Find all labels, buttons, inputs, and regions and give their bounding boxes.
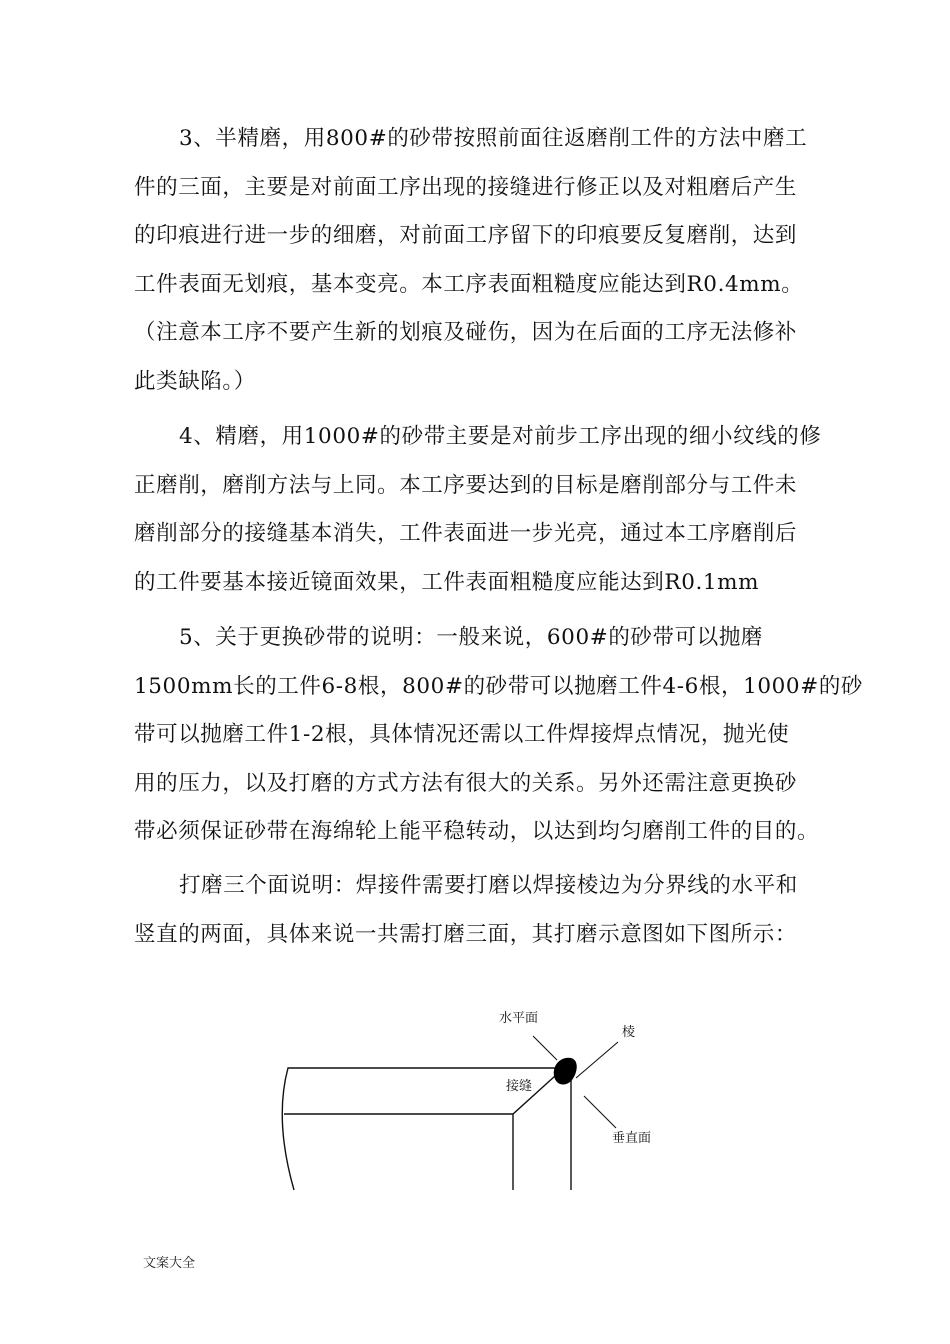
- label-vertical-face: 垂直面: [612, 1131, 652, 1146]
- text-line: 的工件要基本接近镜面效果，工件表面粗糙度应能达到R0.1mm: [134, 569, 760, 595]
- text-line: 工件表面无划痕，基本变亮。本工序表面粗糙度应能达到R0.4mm。: [134, 271, 804, 297]
- horizontal-face-leader: [533, 1036, 557, 1060]
- text-line: 打磨三个面说明：焊接件需要打磨以焊接棱边为分界线的水平和: [179, 873, 798, 898]
- paragraph-belt-replacement: [134, 614, 864, 857]
- weld-bead-shape: [554, 1058, 577, 1085]
- paragraph-three-faces: [134, 862, 824, 959]
- label-seam: 接缝: [506, 1079, 533, 1094]
- text-line: 竖直的两面，具体来说一共需打磨三面，其打磨示意图如下图所示：: [134, 921, 798, 947]
- text-line: 此类缺陷。）: [134, 368, 256, 394]
- text-line: 正磨削，磨削方法与上同。本工序要达到的目标是磨削部分与工件未: [134, 472, 798, 498]
- text-line: 的印痕进行进一步的细磨，对前面工序留下的印痕要反复磨削，达到: [134, 223, 798, 248]
- text-line: 带可以抛磨工件1-2根，具体情况还需以工件焊接焊点情况，抛光使: [134, 722, 790, 747]
- text-line: 4、精磨，用1000#的砂带主要是对前步工序出现的细小纹线的修: [179, 424, 822, 449]
- grinding-diagram: [270, 1000, 690, 1200]
- text-line: （注意本工序不要产生新的划痕及碰伤，因为在后面的工序无法修补: [134, 320, 798, 345]
- label-horizontal-face: 水平面: [499, 1011, 539, 1026]
- text-line: 5、关于更换砂带的说明：一般来说，600#的砂带可以抛磨: [179, 625, 764, 650]
- text-line: 磨削部分的接缝基本消失，工件表面进一步光亮，通过本工序磨削后: [134, 521, 798, 546]
- edge-leader: [576, 1042, 618, 1078]
- text-line: 用的压力，以及打磨的方式方法有很大的关系。另外还需注意更换砂: [134, 770, 798, 796]
- vertical-face-leader: [584, 1096, 616, 1128]
- label-edge: 棱: [622, 1025, 636, 1040]
- page-footer: 文案大全: [143, 1256, 196, 1271]
- paragraph-semi-fine-grinding: [134, 115, 824, 406]
- paragraph-fine-grinding: [134, 413, 824, 607]
- text-line: 件的三面，主要是对前面工序出现的接缝进行修正以及对粗磨后产生: [134, 174, 798, 200]
- text-line: 1500mm长的工件6-8根，800#的砂带可以抛磨工件4-6根，1000#的砂: [134, 673, 864, 699]
- text-line: 带必须保证砂带在海绵轮上能平稳转动，以达到均匀磨削工件的目的。: [134, 819, 820, 844]
- text-line: 3、半精磨，用800#的砂带按照前面往返磨削工件的方法中磨工: [179, 126, 808, 151]
